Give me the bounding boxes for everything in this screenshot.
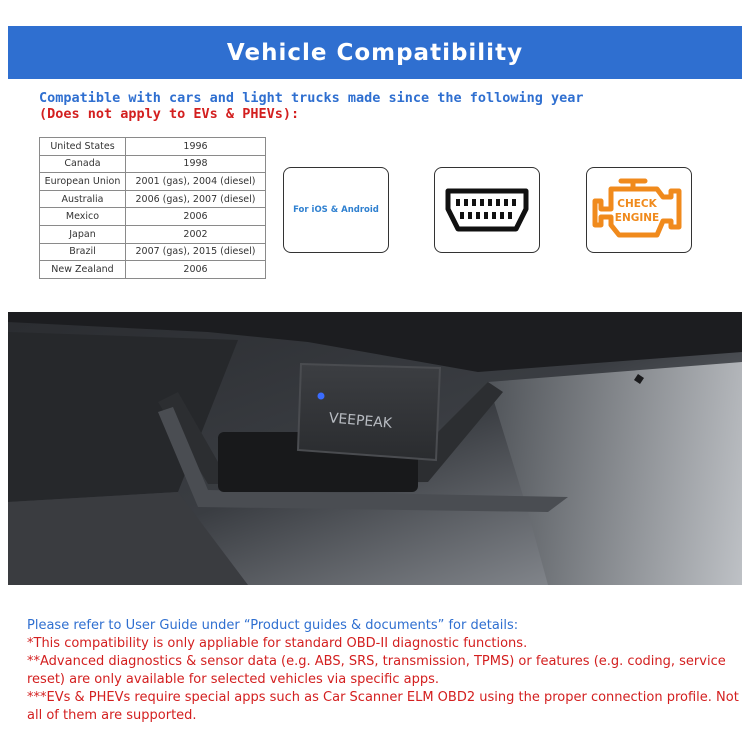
notes-heading: Please refer to User Guide under “Product guides & documents” for details: bbox=[27, 618, 519, 633]
country-cell: Mexico bbox=[40, 208, 126, 226]
ev-exclusion-note: (Does not apply to EVs & PHEVs): bbox=[39, 106, 300, 122]
table-row bbox=[40, 261, 266, 279]
note-standard-obd: *This compatibility is only appliable for standard OBD-II diagnostic functions. bbox=[27, 636, 528, 651]
compatibility-notes bbox=[27, 617, 739, 725]
note-ev-phev: ***EVs & PHEVs require special apps such as Car Scanner ELM OBD2 using the proper connection profile. Not all of them are supported. bbox=[27, 690, 739, 723]
year-cell: 2006 bbox=[126, 208, 266, 226]
title-banner bbox=[8, 26, 742, 79]
table-row bbox=[40, 208, 266, 226]
obd-adapter-under-dash-photo bbox=[8, 312, 742, 585]
check-engine-line2: ENGINE bbox=[614, 212, 660, 224]
year-cell: 2007 (gas), 2015 (diesel) bbox=[126, 243, 266, 261]
check-engine-icon bbox=[591, 175, 687, 245]
note-advanced-diagnostics: **Advanced diagnostics & sensor data (e.g. ABS, SRS, transmission, TPMS) or features (e.g. coding, service reset) are only available for selected vehicles via specific apps. bbox=[27, 654, 726, 687]
year-cell: 1998 bbox=[126, 155, 266, 173]
compatibility-intro: Compatible with cars and light trucks made since the following year bbox=[39, 90, 584, 106]
table-row bbox=[40, 138, 266, 156]
page-title: Vehicle Compatibility bbox=[226, 39, 524, 66]
country-cell: Japan bbox=[40, 225, 126, 243]
year-cell: 1996 bbox=[126, 138, 266, 156]
compatibility-table bbox=[39, 137, 266, 279]
ios-android-label: For iOS & Android bbox=[293, 205, 379, 215]
year-cell: 2006 bbox=[126, 261, 266, 279]
country-cell: Brazil bbox=[40, 243, 126, 261]
country-cell: Australia bbox=[40, 190, 126, 208]
obd-connector-icon bbox=[442, 185, 532, 235]
year-cell: 2006 (gas), 2007 (diesel) bbox=[126, 190, 266, 208]
product-install-photo bbox=[8, 312, 742, 585]
table-row bbox=[40, 243, 266, 261]
device-brand-label: VEEPEAK bbox=[328, 410, 393, 432]
country-cell: Canada bbox=[40, 155, 126, 173]
country-cell: New Zealand bbox=[40, 261, 126, 279]
obd-port-badge bbox=[434, 167, 540, 253]
country-cell: European Union bbox=[40, 173, 126, 191]
country-cell: United States bbox=[40, 138, 126, 156]
table-row bbox=[40, 225, 266, 243]
table-row bbox=[40, 173, 266, 191]
year-cell: 2001 (gas), 2004 (diesel) bbox=[126, 173, 266, 191]
ios-android-badge bbox=[283, 167, 389, 253]
check-engine-line1: CHECK bbox=[617, 198, 657, 210]
year-cell: 2002 bbox=[126, 225, 266, 243]
check-engine-badge bbox=[586, 167, 692, 253]
table-row bbox=[40, 155, 266, 173]
table-row bbox=[40, 190, 266, 208]
